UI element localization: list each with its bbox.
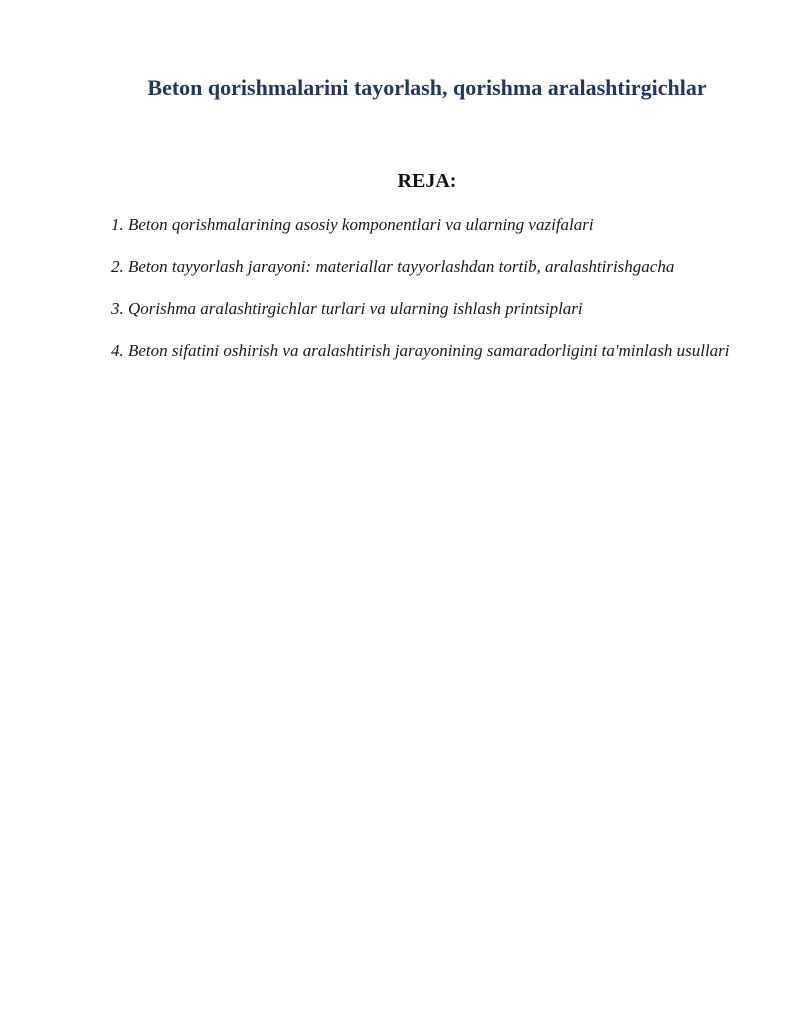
plan-item-3: 3. Qorishma aralashtirgichlar turlari va ularning ishlash printsiplari [111, 299, 583, 318]
plan-item-1: 1. Beton qorishmalarining asosiy komponentlari va ularning vazifalari [111, 215, 594, 234]
plan-item-2: 2. Beton tayyorlash jarayoni: materiallar tayyorlashdan tortib, aralashtirishgacha [111, 257, 675, 276]
plan-heading: REJA: [397, 170, 457, 192]
document-title: Beton qorishmalarini tayorlash, qorishma aralashtirgichlar [147, 75, 707, 100]
plan-item-4: 4. Beton sifatini oshirish va aralashtirish jarayonining samaradorligini ta'minlash usullari [111, 341, 730, 360]
plan-list [111, 210, 743, 378]
